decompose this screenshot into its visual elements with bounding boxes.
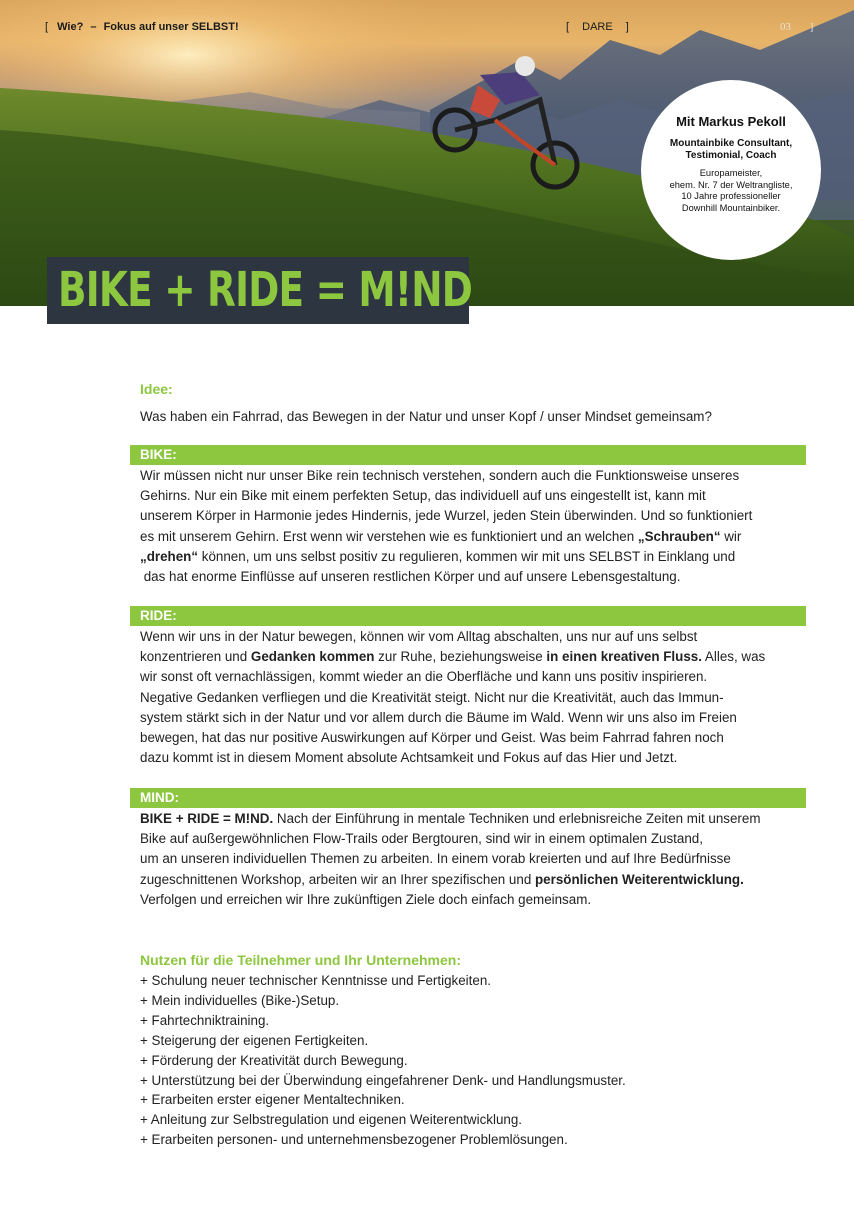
bike-heading-bar: BIKE:: [130, 445, 806, 465]
benefit-item: + Schulung neuer technischer Kenntnisse und Fertigkeiten.: [140, 973, 491, 988]
badge-description: [641, 168, 821, 214]
page-title-box: [47, 257, 473, 324]
text-line: wir sonst oft vernachlässigen, kommt wieder an die Oberfläche und kann uns positiv inspirieren.: [140, 669, 708, 685]
text-line: [140, 647, 810, 667]
text-line: Negative Gedanken verfliegen und die Kreativität steigt. Nicht nur die Kreativität, auch das Immun-: [140, 689, 724, 705]
text-line: Bike auf außergewöhnlichen Flow-Trails oder Bergtouren, sind wir in einem optimalen Zustand,: [140, 831, 703, 847]
bold-text: persönlichen Weiterentwicklung.: [535, 871, 744, 887]
bold-text: „Schrauben“: [637, 528, 721, 544]
ride-paragraph: [140, 627, 810, 768]
text-line: [140, 547, 810, 567]
text-line: Verfolgen und erreichen wir Ihre zukünftigen Ziele doch einfach gemeinsam.: [140, 891, 592, 907]
benefit-item: + Förderung der Kreativität durch Bewegung.: [140, 1052, 408, 1068]
benefit-item: + Fahrtechniktraining.: [140, 1012, 270, 1028]
benefit-item: + Anleitung zur Selbstregulation und eigenen Weiterentwicklung.: [140, 1112, 523, 1128]
benefit-item: + Steigerung der eigenen Fertigkeiten.: [140, 1032, 369, 1048]
text-line: system stärkt sich in der Natur und vor allem durch die Bäume im Wald. Wenn wir uns also im Freien: [140, 709, 737, 725]
page-number-block: [780, 21, 813, 33]
coach-badge: [641, 80, 821, 260]
badge-role-line: Mountainbike Consultant,: [669, 138, 793, 149]
badge-title: Mit Markus Pekoll: [676, 114, 786, 129]
text-span: konzentrieren und: [140, 649, 251, 665]
badge-desc-line: Europameister,: [699, 168, 763, 178]
text-line: Wenn wir uns in der Natur bewegen, können wir vom Alltag abschalten, uns nur auf uns selbst: [140, 629, 698, 644]
idee-section: [140, 379, 810, 427]
header-separator: –: [90, 21, 97, 33]
text-span: es mit unserem Gehirn. Erst wenn wir verstehen wie es funktioniert und an welchen: [140, 528, 638, 544]
benefit-item: + Unterstützung bei der Überwindung eingefahrener Denk- und Handlungsmuster.: [140, 1072, 626, 1088]
text-line: [140, 527, 810, 547]
idee-text: Was haben ein Fahrrad, das Bewegen in der Natur und unser Kopf / unser Mindset gemeinsam?: [140, 409, 712, 425]
header-category: [566, 21, 629, 33]
text-span: können, um uns selbst positiv zu regulieren, kommen wir mit uns SELBST in Einklang und: [198, 548, 736, 564]
text-line: Wir müssen nicht nur unser Bike rein technisch verstehen, sondern auch die Funktionsweise unseres: [140, 468, 740, 483]
header-category-label: DARE: [582, 21, 613, 33]
badge-role-line: Testimonial, Coach: [685, 150, 777, 161]
text-line: das hat enorme Einflüsse auf unseren restlichen Körper und auf unsere Lebensgestaltung.: [140, 569, 681, 585]
page-number: 03: [780, 21, 791, 33]
text-line: Gehirns. Nur ein Bike mit einem perfekten Setup, das individuell auf uns eingestellt ist, kann mit: [140, 488, 706, 504]
benefit-item: + Mein individuelles (Bike-)Setup.: [140, 992, 340, 1008]
text-line: dazu kommt ist in diesem Moment absolute Achtsamkeit und Fokus auf das Hier und Jetzt.: [140, 750, 678, 766]
text-line: unserem Körper in Harmonie jedes Hindernis, jede Wurzel, jeden Stein überwinden. Und so funktioniert: [140, 508, 753, 524]
header-topic: Fokus auf unser SELBST!: [103, 21, 239, 33]
text-span: zugeschnittenen Workshop, arbeiten wir an Ihrer spezifischen und: [140, 871, 535, 887]
mind-heading-bar: MIND:: [130, 788, 806, 808]
header-bracket: [: [566, 21, 570, 33]
benefits-list: [140, 971, 626, 1150]
badge-role: [641, 138, 821, 162]
text-span: wir: [720, 528, 742, 544]
running-header: [45, 21, 239, 33]
benefit-item: + Erarbeiten erster eigener Mentaltechniken.: [140, 1092, 405, 1108]
idee-heading: Idee:: [140, 381, 173, 397]
text-span: zur Ruhe, beziehungsweise: [374, 649, 547, 665]
text-span: Alles, was: [701, 649, 766, 665]
benefits-section: [140, 950, 810, 970]
text-line: bewegen, hat das nur positive Auswirkungen auf Körper und Geist. Was beim Fahrrad fahren noch: [140, 730, 724, 746]
badge-desc-line: ehem. Nr. 7 der Weltrangliste,: [669, 179, 793, 190]
text-line: um an unseren individuellen Themen zu arbeiten. In einem vorab kreierten und auf Ihre Bedürfnisse: [140, 851, 731, 867]
badge-desc-line: 10 Jahre professioneller: [681, 191, 781, 201]
bold-text: „drehen“: [140, 548, 199, 564]
header-bracket: ]: [625, 21, 629, 33]
ride-heading-bar: RIDE:: [130, 606, 806, 626]
text-line: [140, 809, 810, 829]
text-span: Nach der Einführung in mentale Techniken und erlebnisreiche Zeiten mit unserem: [273, 811, 761, 826]
bike-paragraph: [140, 466, 810, 587]
bold-text: Gedanken kommen: [250, 649, 375, 665]
page-title: BIKE + RIDE = M!ND: [58, 262, 473, 318]
benefits-heading: Nutzen für die Teilnehmer und Ihr Unternehmen:: [140, 952, 461, 968]
text-line: [140, 870, 810, 890]
header-bracket: [: [45, 21, 49, 33]
bold-text: BIKE + RIDE = M!ND.: [140, 811, 274, 826]
header-section: Wie?: [57, 21, 84, 33]
badge-desc-line: Downhill Mountainbiker.: [681, 202, 781, 213]
bold-text: in einen kreativen Fluss.: [546, 649, 702, 665]
mind-paragraph: [140, 809, 810, 910]
header-bracket: ]: [809, 21, 814, 33]
benefit-item: + Erarbeiten personen- und unternehmensbezogener Problemlösungen.: [140, 1132, 568, 1148]
